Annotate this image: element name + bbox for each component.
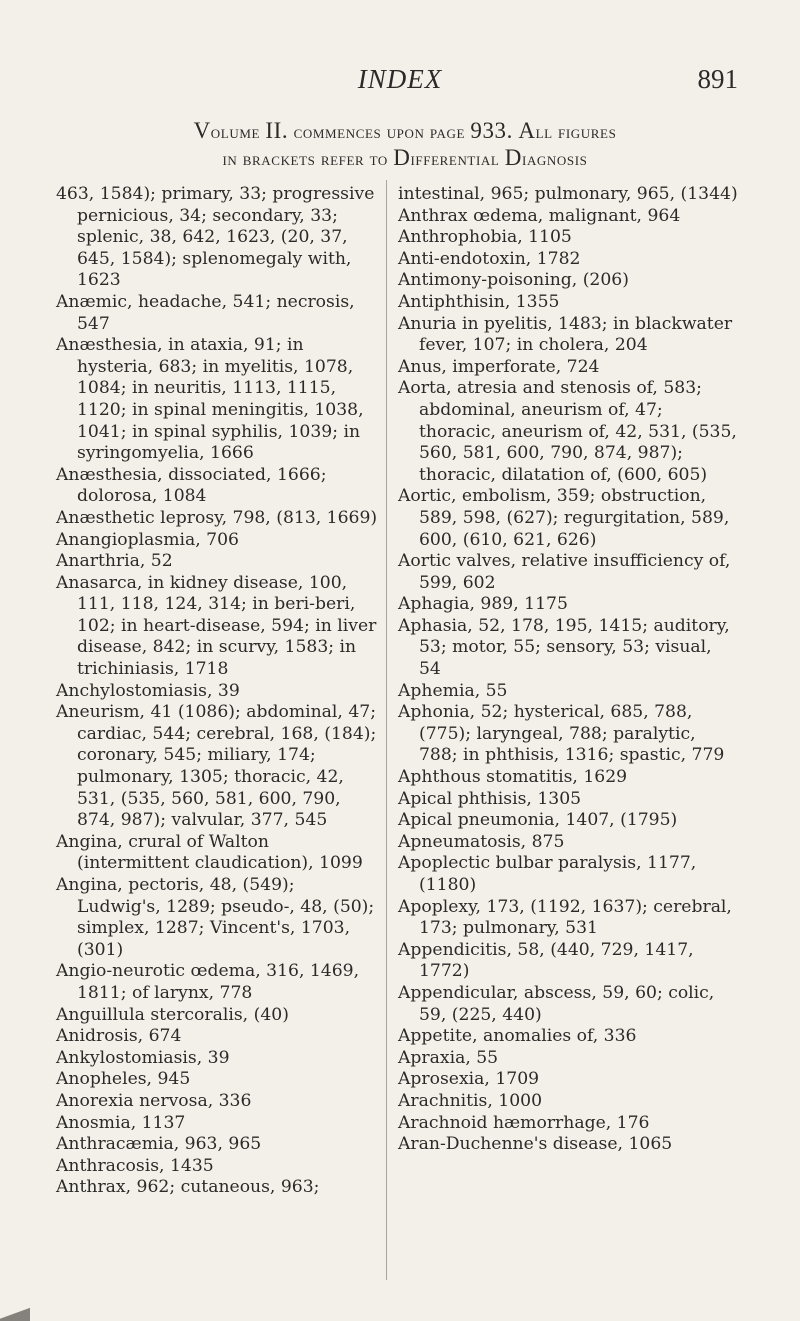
index-entry: Arachnoid hæmorrhage, 176 [398,1112,650,1133]
index-entry: Aortic valves, relative insufficiency of, 599, 602 [398,551,731,593]
notice-all-initial: A [518,118,536,143]
index-entry: intestinal, 965; pulmonary, 965, (1344) [398,184,738,204]
notice-line-2 [60,145,750,172]
index-entry: Angina, crural of Walton (intermittent claudication), 1099 [56,831,363,874]
index-entry: Antimony-poisoning, (206) [398,270,629,291]
index-entry: Apical pneumonia, 1407, (1795) [398,810,678,831]
index-entry: Anæmic, headache, 541; necrosis, 547 [56,291,355,334]
index-entry: Anangioplasmia, 706 [56,529,239,550]
column-divider [386,180,387,1280]
index-entry: Anchylostomiasis, 39 [56,680,240,701]
index-entry: Anasarca, in kidney disease, 100, 111, 118, 124, 314; in beri-beri, 102; in heart-disease, 594; in liver disease, 842; in scurvy, 1583; in trichiniasis, 1718 [56,572,377,680]
index-entry: Anguillula stercoralis, (40) [56,1004,289,1025]
index-entry: Aphthous stomatitis, 1629 [398,767,628,788]
index-entry: Aphemia, 55 [398,680,508,701]
page-title: INDEX [357,64,443,94]
notice-commences-text: commences upon page [288,122,471,143]
index-entry: 463, 1584); primary, 33; progressive pernicious, 34; secondary, 33; splenic, 38, 642, 1623, (20, 37, 645, 1584); splenomegaly with, 1623 [56,184,375,291]
index-entry: Anarthria, 52 [56,551,173,572]
notice-all-rest: ll figures [535,122,617,143]
index-entry: Apoplectic bulbar paralysis, 1177, (1180) [398,853,697,895]
index-entry: Aortic, embolism, 359; obstruction, 589, 598, (627); regurgitation, 589, 600, (610, 621, 626) [398,486,730,550]
notice-diagnosis-rest: iagnosis [522,149,588,170]
index-entry: Apneumatosis, 875 [398,831,565,852]
notice-diagnosis-initial: D [504,145,523,170]
index-entry: Anosmia, 1137 [56,1112,186,1133]
index-entry: Anæsthetic leprosy, 798, (813, 1669) [56,507,378,528]
page-number: 891 [697,64,738,94]
index-entry: Aprosexia, 1709 [398,1069,540,1090]
index-entry: Anuria in pyelitis, 1483; in blackwater fever, 107; in cholera, 204 [398,313,733,356]
notice-volume-number: II. [265,118,289,143]
index-entry: Ankylostomiasis, 39 [56,1047,230,1068]
index-entry: Angina, pectoris, 48, (549); Ludwig's, 1289; pseudo-, 48, (50); simplex, 1287; Vincent's, 1703, (301) [56,875,375,960]
index-entry: Angio-neurotic œdema, 316, 1469, 1811; of larynx, 778 [56,961,360,1003]
index-entry: Anthracæmia, 963, 965 [56,1134,262,1155]
index-entry: Anus, imperforate, 724 [398,356,600,377]
index-entry: Anti-endotoxin, 1782 [398,248,581,269]
index-entry: Arachnitis, 1000 [398,1090,543,1111]
index-entry: Appendicitis, 58, (440, 729, 1417, 1772) [398,939,694,982]
notice-start-page: 933. [470,118,514,143]
index-column-right [398,184,738,1156]
index-entry: Antiphthisin, 1355 [398,291,560,312]
notice-volume-word: olume [210,122,261,143]
index-entry: Appetite, anomalies of, 336 [398,1026,637,1047]
notice-brackets-text: in brackets refer to [222,149,394,170]
index-column-left [56,184,378,1199]
index-entry: Anopheles, 945 [56,1069,191,1090]
index-entry: Apical phthisis, 1305 [398,788,582,809]
index-entry: Aorta, atresia and stenosis of, 583; abdominal, aneurism of, 47; thoracic, aneurism of, 42, 531, (535, 560, 581, 600, 790, 874, 987); thoracic, dilatation of, (600, 605) [398,378,737,485]
index-entry: Apoplexy, 173, (1192, 1637); cerebral, 173; pulmonary, 531 [398,896,732,939]
notice-differential-rest: ifferential [410,149,500,170]
index-entry: Anthracosis, 1435 [56,1155,214,1176]
index-entry: Anæsthesia, dissociated, 1666; dolorosa, 1084 [56,464,327,507]
index-entry: Aphagia, 989, 1175 [398,594,568,615]
notice-volume-initial: V [193,118,211,143]
page-corner-shadow [0,1305,30,1321]
index-entry: Appendicular, abscess, 59, 60; colic, 59, (225, 440) [398,982,715,1025]
index-entry: Apraxia, 55 [398,1047,499,1068]
index-entry: Anæsthesia, in ataxia, 91; in hysteria, 683; in myelitis, 1078, 1084; in neuritis, 1113, 1115, 1120; in spinal meningitis, 1038, 1041; in spinal syphilis, 1039; in syringomyelia, 1666 [56,335,364,464]
index-entry: Aneurism, 41 (1086); abdominal, 47; cardiac, 544; cerebral, 168, (184); coronary, 545; miliary, 174; pulmonary, 1305; thoracic, 42, 531, (535, 560, 581, 600, 790, 874, 987); valvular, 377, 545 [56,702,377,831]
index-entry: Anidrosis, 674 [56,1026,182,1047]
index-entry: Aphasia, 52, 178, 195, 1415; auditory, 53; motor, 55; sensory, 53; visual, 54 [398,615,730,680]
index-entry: Anthrophobia, 1105 [398,227,572,248]
notice-line-1 [60,118,750,145]
notice-differential-initial: D [393,145,411,170]
volume-notice [60,118,750,172]
running-head [0,64,800,100]
index-entry: Aran-Duchenne's disease, 1065 [398,1134,673,1155]
index-entry: Anorexia nervosa, 336 [56,1090,252,1111]
index-entry: Anthrax œdema, malignant, 964 [398,205,681,226]
index-entry: Aphonia, 52; hysterical, 685, 788, (775); laryngeal, 788; paralytic, 788; in phthisis, 1316; spastic, 779 [398,702,725,766]
index-entry: Anthrax, 962; cutaneous, 963; [56,1177,320,1198]
